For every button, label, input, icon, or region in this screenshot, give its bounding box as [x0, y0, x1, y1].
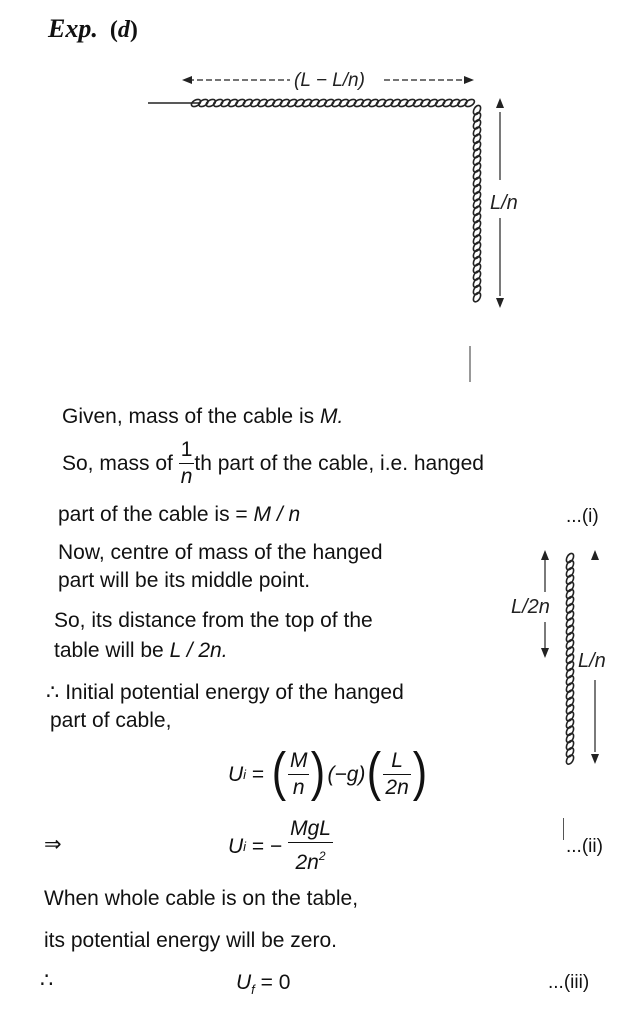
final-state-line-1: When whole cable is on the table, — [44, 887, 359, 910]
distance-line-1: So, its distance from the top of the — [54, 609, 373, 632]
eq3-lhs: U — [236, 971, 252, 994]
horizontal-cable — [190, 98, 475, 108]
eq2-equals: = − — [246, 835, 289, 858]
eq2-den-base: 2n — [295, 851, 319, 874]
hanged-mass-value: M / n — [253, 503, 301, 526]
eq1-f2-num: L — [391, 748, 403, 772]
eq1-fraction-2 — [383, 748, 410, 801]
hanging-cable — [472, 104, 482, 303]
equation-initial-pe — [228, 742, 429, 808]
eq2-fraction — [288, 816, 333, 876]
eq1-lhs-sub: i — [243, 767, 247, 782]
centre-of-mass-line-2: part will be its middle point. — [58, 569, 311, 592]
answer-option-letter: d — [117, 17, 130, 43]
eq1-f1-num: M — [289, 748, 308, 772]
hanged-part-figure — [500, 540, 630, 780]
cable-on-table-figure — [0, 0, 635, 400]
horizontal-dimension-right-arrow — [464, 76, 474, 84]
centre-of-mass-line-1: Now, centre of mass of the hanged — [58, 541, 383, 564]
eq1-fraction-1 — [288, 748, 310, 801]
fraction-part-post: th part of the cable, i.e. hanged — [194, 452, 484, 476]
eq1-paren-close-2: ) — [412, 742, 427, 802]
eq2-num: MgL — [290, 817, 331, 840]
vertical-dimension-label: L/n — [490, 192, 518, 214]
given-line — [62, 404, 343, 430]
given-text: Given, mass of the cable is — [62, 405, 320, 428]
side-hanging-cable — [565, 552, 575, 765]
eq1-f2-den: 2n — [385, 775, 409, 799]
eq2-lhs: U — [228, 835, 244, 858]
eq1-paren-close-1: ) — [311, 742, 326, 802]
eq1-gravity: (−g) — [327, 763, 366, 786]
eq3-rhs: = 0 — [254, 971, 291, 994]
fraction-numerator: 1 — [180, 438, 193, 461]
horizontal-dimension-left-arrow — [182, 76, 192, 84]
eq1-paren-open-2: ( — [367, 742, 382, 802]
equation-final-pe — [236, 970, 290, 1003]
eq1-f1-den: n — [288, 774, 310, 801]
eq2-den-exponent: 2 — [318, 849, 326, 863]
half-length-label: L/2n — [511, 596, 550, 618]
full-length-label: L/n — [578, 650, 606, 672]
half-length-down-arrow — [541, 648, 549, 658]
therefore-symbol: ∴ — [40, 969, 54, 992]
distance-line-2 — [54, 638, 228, 664]
initial-pe-line-1: ∴ Initial potential energy of the hanged — [46, 681, 404, 704]
eq1-lhs: U — [228, 763, 244, 786]
one-over-n-fraction — [179, 437, 195, 490]
hanged-mass-line — [58, 502, 300, 528]
implies-symbol: ⇒ — [44, 833, 62, 856]
half-length-up-arrow — [541, 550, 549, 560]
full-length-up-arrow — [591, 550, 599, 560]
equation-ref-i: ...(i) — [566, 506, 599, 527]
distance-value: L / 2n. — [169, 639, 228, 662]
eq1-equals: = — [246, 763, 270, 786]
fraction-part-pre: So, mass of — [62, 452, 179, 476]
eq2-ref-mark — [563, 818, 564, 840]
given-mass: M. — [319, 405, 344, 428]
eq2-lhs-sub: i — [243, 839, 247, 854]
hanged-mass-pre: part of the cable is = — [58, 503, 254, 526]
distance-pre: table will be — [54, 639, 170, 662]
full-length-down-arrow — [591, 754, 599, 764]
horizontal-dimension-label: (L − L/n) — [294, 70, 365, 91]
answer-option: (d) — [109, 17, 138, 43]
equation-ref-ii: ...(ii) — [566, 836, 603, 857]
heading-label: Exp. — [48, 14, 98, 43]
fraction-part-line — [62, 438, 484, 491]
equation-initial-pe-simplified — [228, 816, 333, 878]
equation-ref-iii: ...(iii) — [548, 972, 590, 993]
final-state-line-2: its potential energy will be zero. — [44, 929, 337, 952]
fraction-denominator: n — [180, 465, 193, 488]
eq2-den — [288, 842, 333, 876]
eq3-lhs-sub: f — [251, 982, 255, 997]
vertical-dimension-down-arrow — [496, 298, 504, 308]
initial-pe-line-2: part of cable, — [50, 709, 172, 732]
eq1-paren-open-1: ( — [271, 742, 287, 802]
vertical-dimension-up-arrow — [496, 98, 504, 108]
